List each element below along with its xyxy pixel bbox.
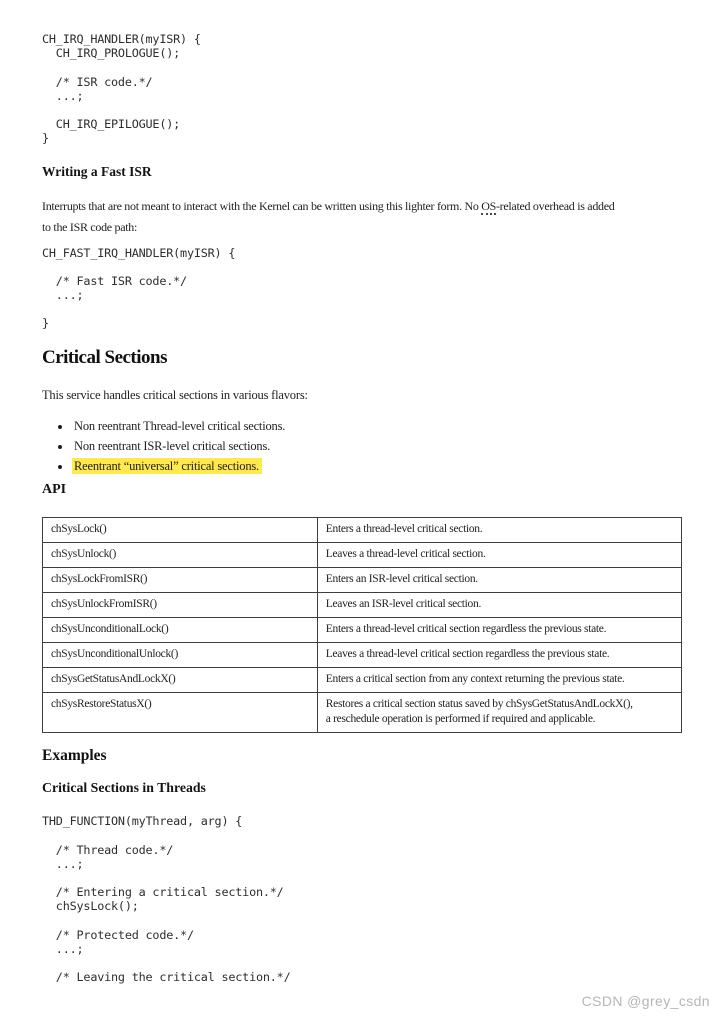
description-line: a reschedule operation is performed if required and applicable. (325, 713, 596, 726)
list-item (72, 436, 682, 456)
code-line: /* Leaving the critical section.*/ (42, 970, 291, 985)
api-table (42, 517, 682, 734)
paragraph-text: Interrupts that are not meant to interact with the Kernel can be written using this lighter form. No (42, 198, 482, 213)
heading-examples: Examples (42, 747, 107, 765)
table-cell-function: chSysGetStatusAndLockX() (43, 667, 318, 692)
code-line: ...; (42, 88, 84, 103)
code-line (42, 871, 682, 885)
list-item (72, 456, 682, 476)
table-cell-description: Leaves a thread-level critical section. (317, 542, 681, 567)
table-row (43, 692, 682, 733)
code-line: /* ISR code.*/ (42, 74, 153, 89)
list-item-text: Non reentrant ISR-level critical sections. (74, 438, 271, 453)
heading-critical-sections-in-threads: Critical Sections in Threads (42, 780, 206, 796)
table-row (43, 667, 682, 692)
code-block-thread-function (42, 814, 682, 984)
code-line: THD_FUNCTION(myThread, arg) { (42, 814, 243, 829)
code-line: ...; (42, 941, 84, 956)
heading-writing-fast-isr: Writing a Fast ISR (42, 163, 152, 179)
table-cell-function: chSysLockFromISR() (43, 567, 318, 592)
code-line: } (42, 316, 49, 331)
code-line (42, 828, 682, 842)
paragraph-line (42, 196, 682, 217)
code-line: CH_IRQ_HANDLER(myISR) { (42, 32, 201, 46)
table-cell-description: Leaves an ISR-level critical section. (317, 592, 681, 617)
code-line: /* Fast ISR code.*/ (42, 273, 187, 288)
description-line: Restores a critical section status saved by chSysGetStatusAndLockX(), (325, 697, 633, 710)
code-line: /* Entering a critical section.*/ (42, 885, 284, 900)
table-row (43, 567, 682, 592)
table-cell-description: Enters a critical section from any context returning the previous state. (317, 667, 681, 692)
table-cell-description: Enters a thread-level critical section regardless the previous state. (317, 617, 681, 642)
code-line (42, 913, 682, 927)
table-row (43, 592, 682, 617)
table-cell-function: chSysUnlockFromISR() (43, 592, 318, 617)
code-line: /* Thread code.*/ (42, 842, 174, 857)
table-cell-description (317, 692, 681, 733)
paragraph-text: -related overhead is added (495, 198, 615, 213)
table-row (43, 542, 682, 567)
list-item-text: Non reentrant Thread-level critical sections. (74, 418, 286, 433)
table-cell-description: Enters an ISR-level critical section. (317, 567, 681, 592)
code-block-irq-handler (42, 32, 682, 146)
flavor-list (42, 416, 682, 476)
paragraph-line: to the ISR code path: (42, 219, 138, 234)
code-line: chSysLock(); (42, 899, 139, 914)
code-line: CH_FAST_IRQ_HANDLER(myISR) { (42, 245, 236, 260)
code-line (42, 60, 682, 74)
heading-critical-sections: Critical Sections (42, 346, 168, 368)
code-line: ...; (42, 288, 84, 303)
paragraph-critical-intro: This service handles critical sections in various flavors: (42, 387, 308, 402)
table-row (43, 617, 682, 642)
table-cell-function: chSysUnlock() (43, 542, 318, 567)
list-item (72, 416, 682, 436)
code-line: /* Protected code.*/ (42, 927, 194, 942)
code-line: ...; (42, 856, 84, 871)
code-block-fast-irq-handler (42, 246, 682, 331)
table-cell-description: Enters a thread-level critical section. (317, 517, 681, 542)
table-row (43, 517, 682, 542)
paragraph-fast-isr (42, 196, 682, 238)
code-line: CH_IRQ_PROLOGUE(); (42, 46, 181, 61)
table-cell-function: chSysUnconditionalLock() (43, 617, 318, 642)
table-cell-function: chSysLock() (43, 517, 318, 542)
code-line (42, 260, 682, 274)
table-row (43, 642, 682, 667)
code-line (42, 302, 682, 316)
code-line (42, 956, 682, 970)
os-term-underlined: OS (481, 198, 496, 213)
heading-api: API (42, 481, 67, 497)
code-line: } (42, 131, 49, 146)
code-line: CH_IRQ_EPILOGUE(); (42, 117, 181, 132)
code-line (42, 103, 682, 117)
table-cell-description: Leaves a thread-level critical section regardless the previous state. (317, 642, 681, 667)
table-cell-function: chSysRestoreStatusX() (43, 692, 318, 733)
table-cell-function: chSysUnconditionalUnlock() (43, 642, 318, 667)
list-item-text-highlighted: Reentrant “universal” critical sections. (72, 458, 262, 474)
watermark: CSDN @grey_csdn (581, 993, 710, 1009)
